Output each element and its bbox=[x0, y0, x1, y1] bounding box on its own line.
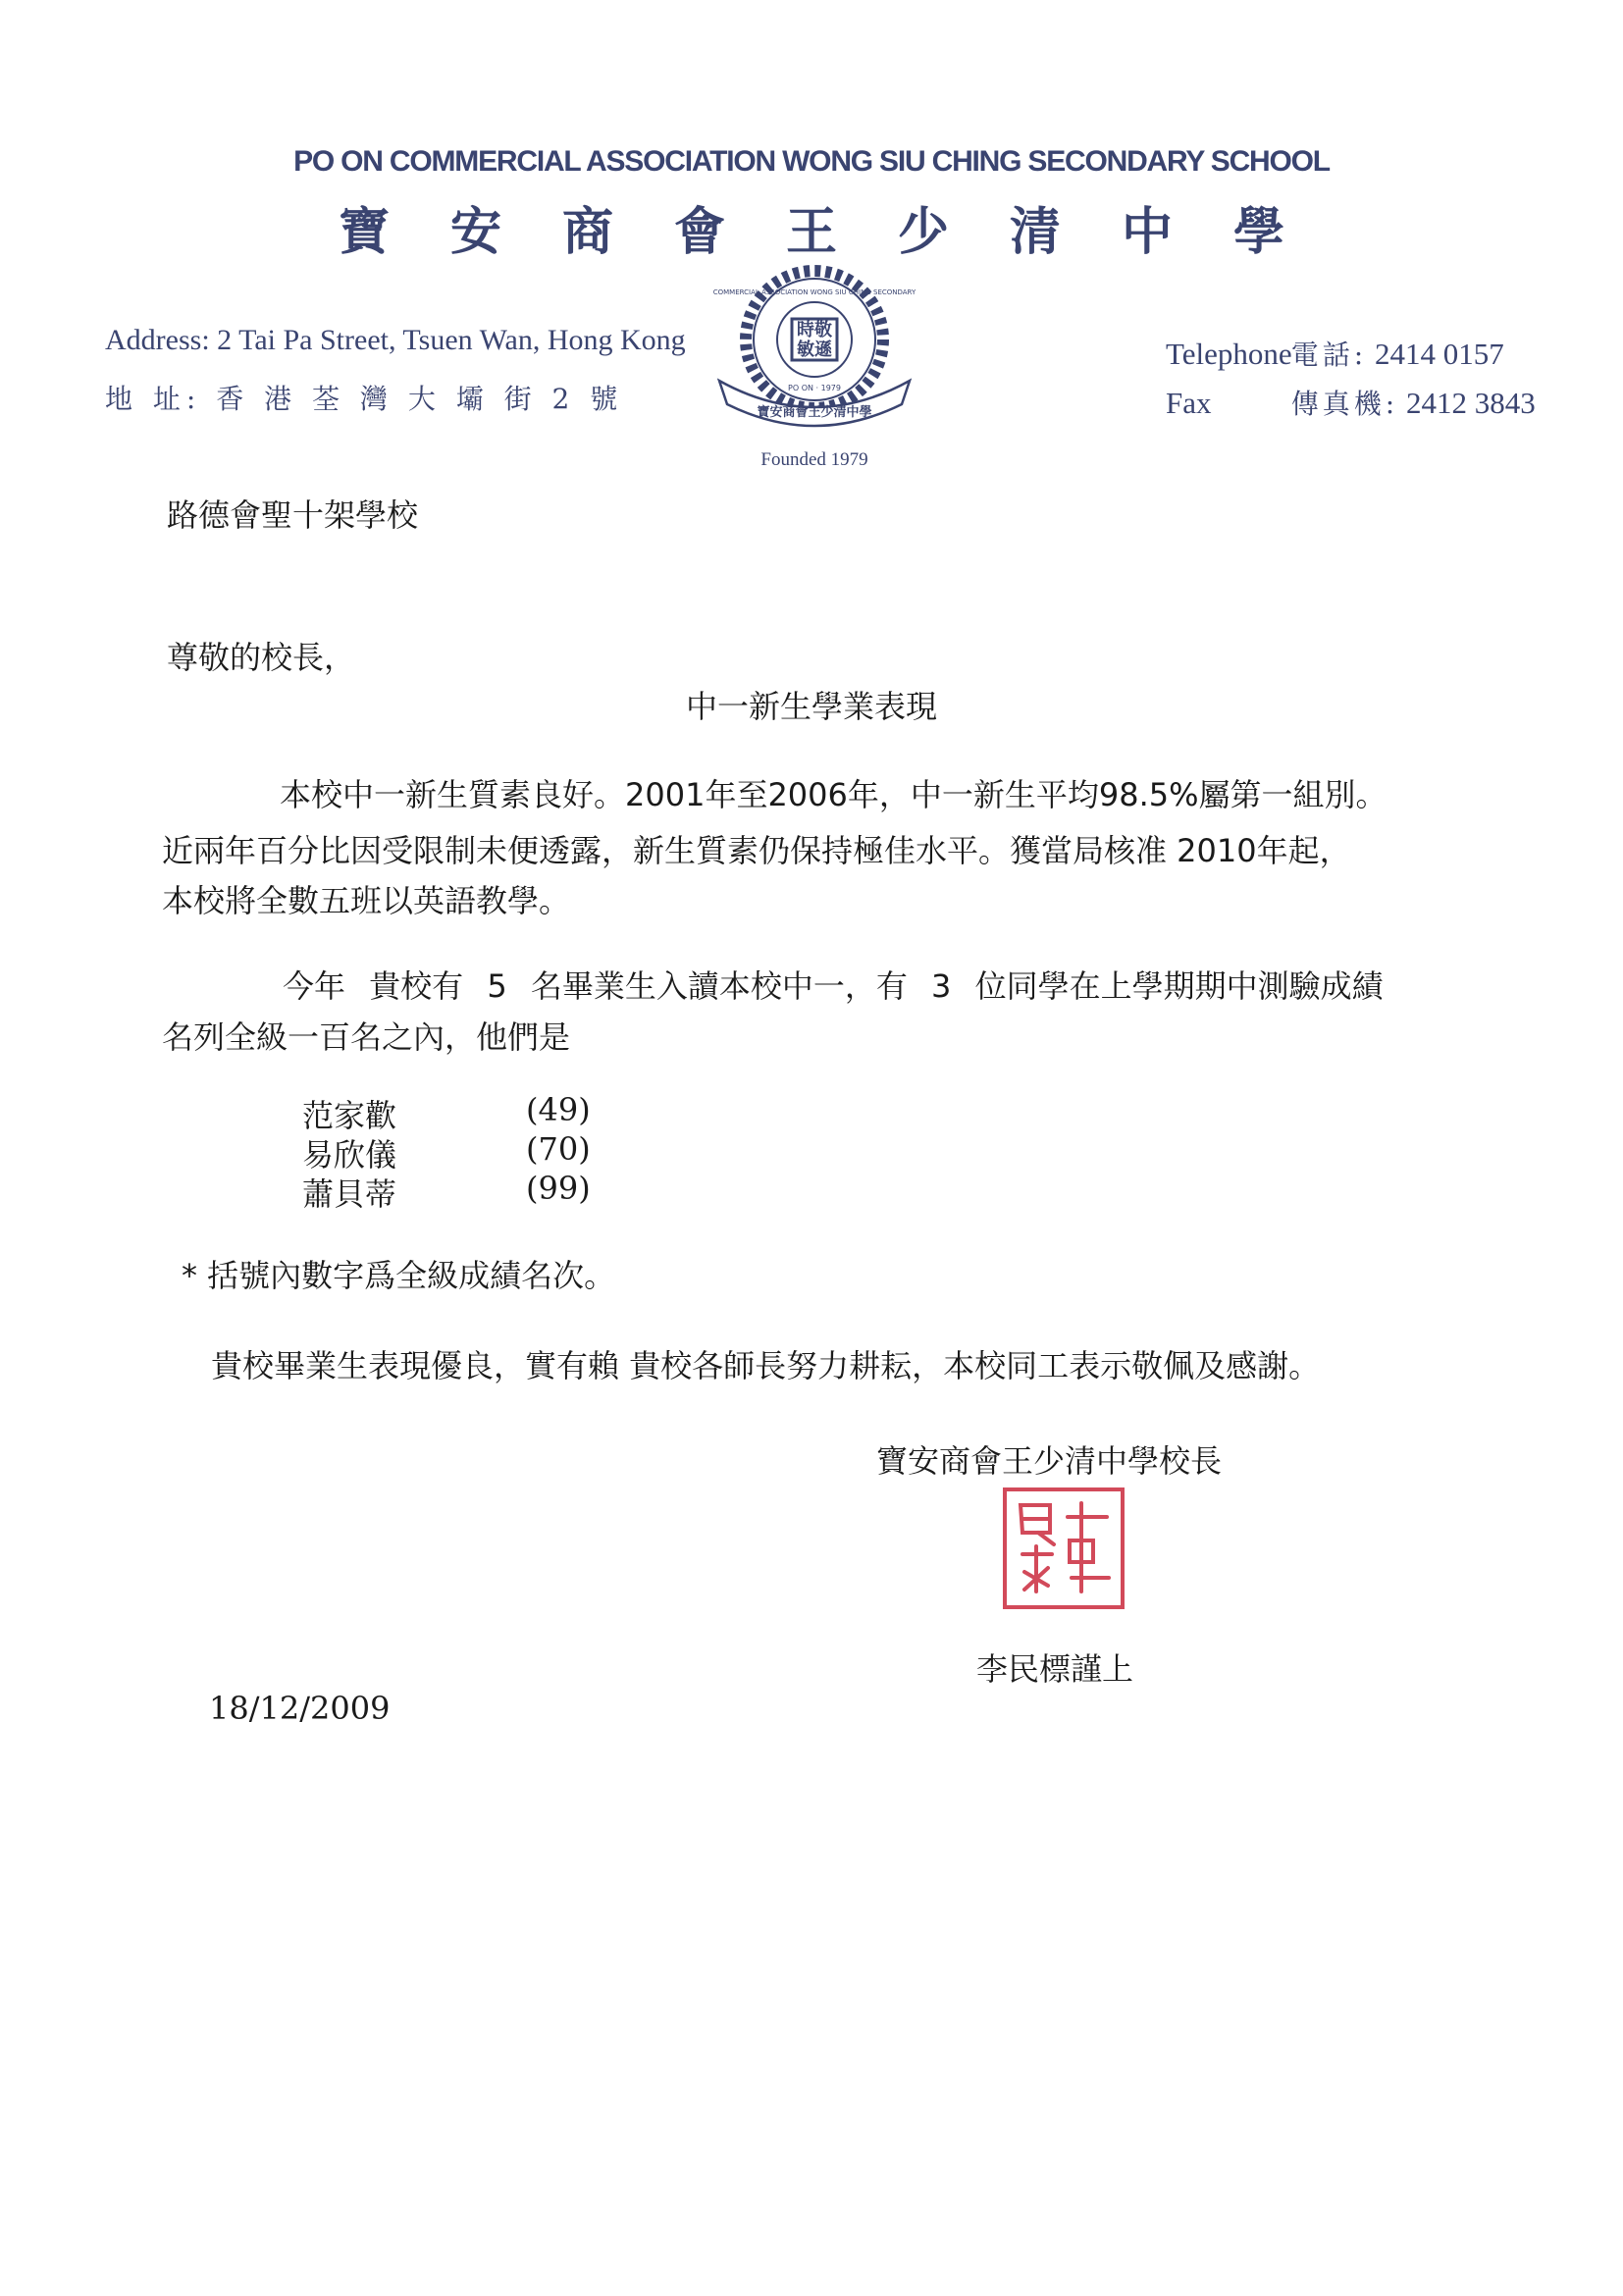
school-logo bbox=[713, 265, 916, 442]
telephone-number: 2414 0157 bbox=[1374, 337, 1504, 371]
paragraph-1-line-1: 本校中一新生質素良好。2001年至2006年，中一新生平均98.5%屬第一組別。 bbox=[280, 776, 1387, 813]
svg-text:PO ON · 1979: PO ON · 1979 bbox=[788, 384, 841, 392]
student-rank: (99) bbox=[526, 1170, 591, 1207]
svg-text:COMMERCIAL ASSOCIATION WONG SI: COMMERCIAL ASSOCIATION WONG SIU CHING SECONDARY bbox=[713, 288, 916, 296]
letter-subject: 中一新生學業表現 bbox=[685, 688, 937, 725]
student-rank: (49) bbox=[526, 1091, 591, 1128]
closing-paragraph: 貴校畢業生表現優良，實有賴 貴校各師長努力耕耘，本校同工表示敬佩及感謝。 bbox=[211, 1347, 1321, 1384]
svg-text:時敬: 時敬 bbox=[797, 320, 832, 340]
signer-name: 李民標謹上 bbox=[976, 1650, 1134, 1688]
principal-seal bbox=[999, 1484, 1128, 1613]
fax-label: Fax bbox=[1166, 386, 1212, 420]
svg-text:寶安商會王少清中學: 寶安商會王少清中學 bbox=[757, 405, 872, 420]
fax-number: 2412 3843 bbox=[1405, 386, 1536, 420]
ranking-note: * 括號內數字爲全級成績名次。 bbox=[182, 1257, 616, 1294]
founded-year: Founded 1979 bbox=[760, 449, 868, 470]
fax-line bbox=[1166, 383, 1536, 422]
telephone-label: Telephone bbox=[1166, 337, 1292, 371]
student-name: 范家歡 bbox=[302, 1097, 397, 1134]
school-name-en: PO ON COMMERCIAL ASSOCIATION WONG SIU CHING SECONDARY SCHOOL bbox=[293, 145, 1330, 178]
paragraph-1-line-3: 本校將全數五班以英語教學。 bbox=[162, 882, 571, 919]
school-name-zh: 寶安商會王少清中學 bbox=[338, 202, 1345, 262]
student-rank: (70) bbox=[526, 1130, 591, 1168]
fax-label-zh: 傳真機: bbox=[1290, 388, 1399, 420]
telephone-label-zh: 電話: bbox=[1290, 339, 1368, 371]
paragraph-1-line-2: 近兩年百分比因受限制未便透露，新生質素仍保持極佳水平。獲當局核准 2010年起， bbox=[162, 832, 1351, 869]
svg-text:敏遜: 敏遜 bbox=[797, 339, 832, 360]
student-name: 蕭貝蒂 bbox=[302, 1175, 397, 1213]
letter-date: 18/12/2009 bbox=[209, 1690, 391, 1727]
salutation: 尊敬的校長， bbox=[167, 639, 356, 676]
paragraph-2-line-2: 名列全級一百名之內，他們是 bbox=[162, 1018, 571, 1056]
student-row bbox=[302, 1170, 591, 1215]
telephone-line bbox=[1166, 334, 1504, 373]
signature-title: 寶安商會王少清中學校長 bbox=[876, 1442, 1223, 1480]
student-name: 易欣儀 bbox=[302, 1136, 397, 1174]
address-zh: 地 址: 香 港 荃 灣 大 壩 街 2 號 bbox=[105, 383, 624, 415]
recipient: 路德會聖十架學校 bbox=[167, 496, 419, 534]
paragraph-2-line-1: 今年 貴校有 5 名畢業生入讀本校中一，有 3 位同學在上學期期中測驗成績 bbox=[283, 967, 1384, 1005]
address-en: Address: 2 Tai Pa Street, Tsuen Wan, Hong Kong bbox=[105, 324, 686, 356]
